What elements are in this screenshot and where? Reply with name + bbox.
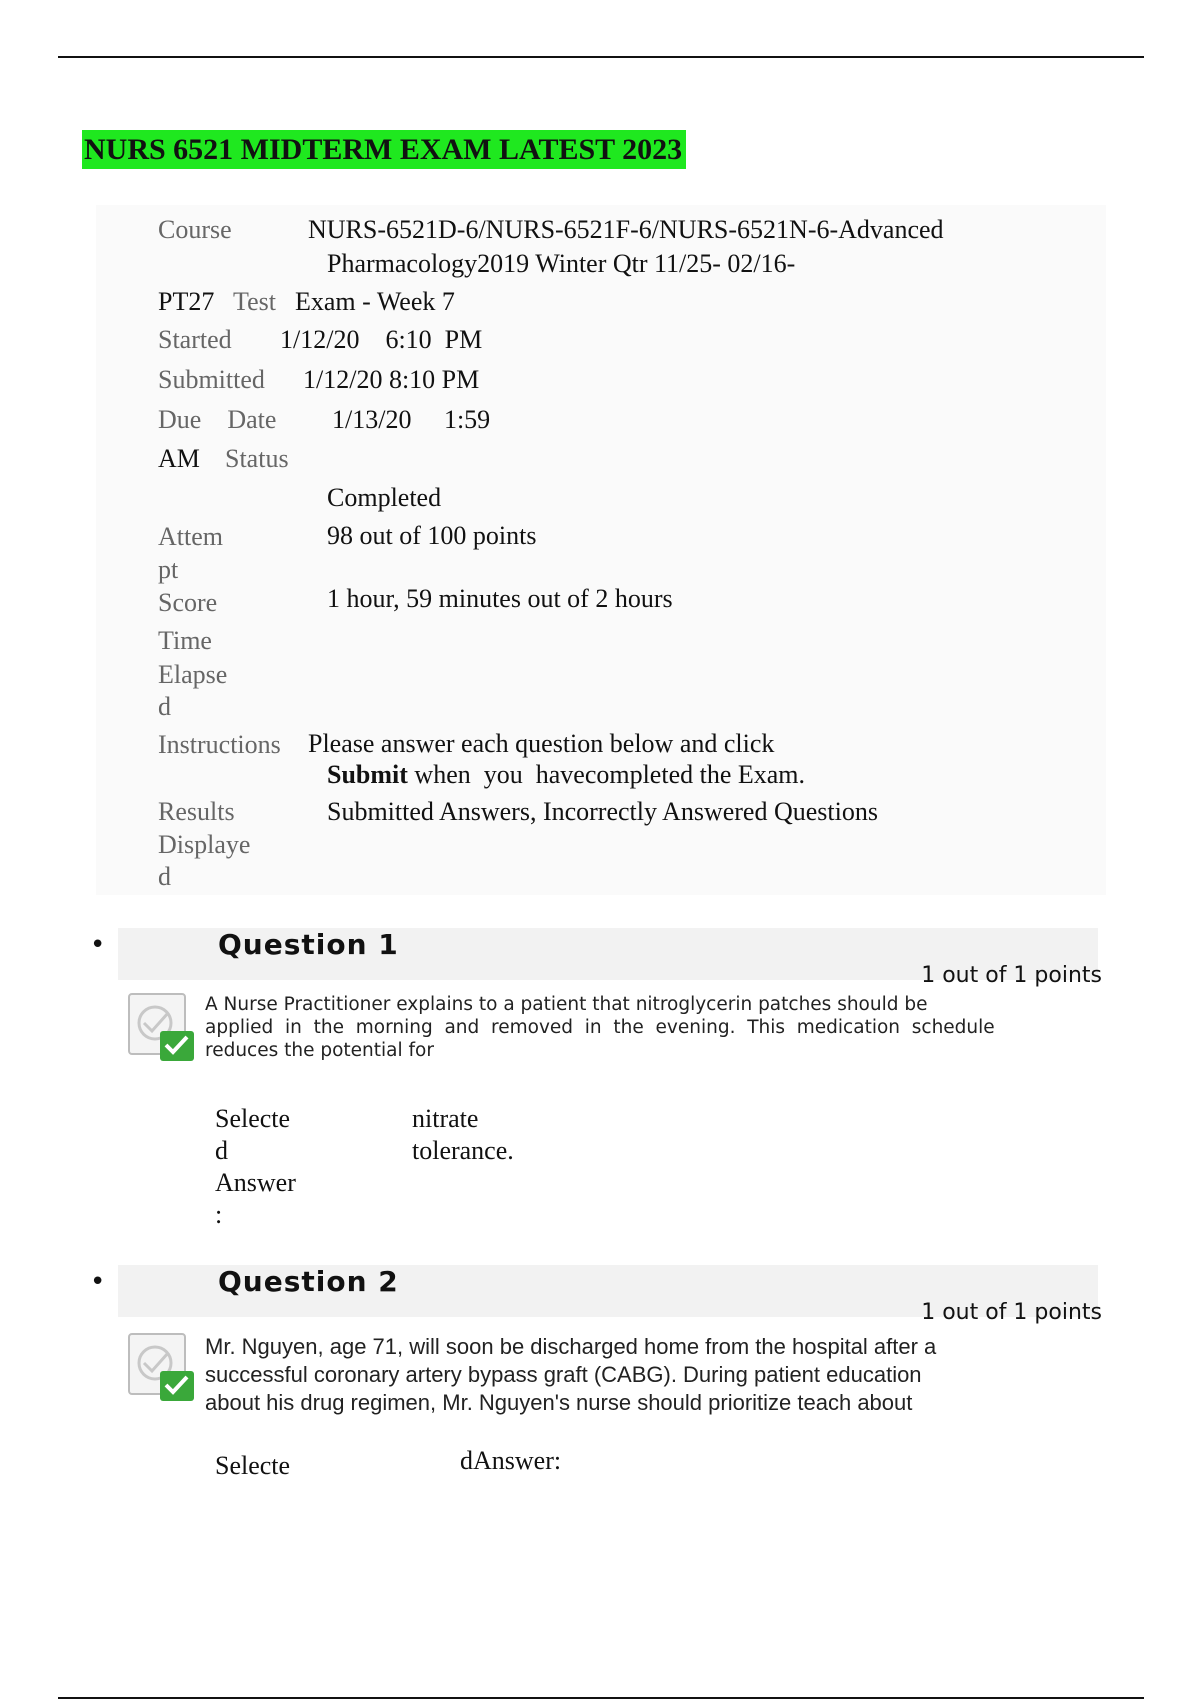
time-elapsed-label-2: Elapse bbox=[158, 660, 228, 689]
time-elapsed-label-3: d bbox=[158, 692, 171, 721]
time-elapsed-value: 1 hour, 59 minutes out of 2 hours bbox=[327, 584, 673, 613]
test-value: Exam - Week 7 bbox=[295, 287, 455, 316]
results-value: Submitted Answers, Incorrectly Answered Questions bbox=[327, 797, 878, 826]
question-1-points: 1 out of 1 points bbox=[921, 963, 1102, 988]
question-1-title: Question 1 bbox=[218, 928, 399, 961]
question-2-text-line2: successful coronary artery bypass graft (CABG). During patient education bbox=[205, 1362, 922, 1387]
question-2-text-line1: Mr. Nguyen, age 71, will soon be discharged home from the hospital after a bbox=[205, 1334, 937, 1359]
due-date-label: Due Date bbox=[158, 405, 277, 434]
question-1-answer-value: nitrate tolerance. bbox=[412, 1104, 514, 1165]
question-2-text-line3: about his drug regimen, Mr. Nguyen's nurse should prioritize teach about bbox=[205, 1390, 913, 1415]
submit-word: Submit bbox=[327, 760, 408, 789]
bullet: • bbox=[90, 1267, 106, 1297]
course-value-line2: Pharmacology2019 Winter Qtr 11/25- 02/16- bbox=[327, 249, 796, 278]
submitted-label: Submitted bbox=[158, 365, 265, 394]
instructions-value-1: Please answer each question below and click bbox=[308, 729, 775, 758]
score-value: 98 out of 100 points bbox=[327, 521, 537, 550]
top-rule bbox=[58, 56, 1144, 58]
bullet: • bbox=[90, 930, 106, 960]
question-1-text-line2: applied in the morning and removed in the evening. This medication schedule bbox=[205, 1017, 995, 1038]
question-1-answer-label: Selecte d Answer : bbox=[215, 1104, 296, 1229]
status-value: Completed bbox=[327, 483, 442, 512]
course-value-line3: PT27 bbox=[158, 287, 215, 316]
started-label: Started bbox=[158, 325, 232, 354]
time-elapsed-label-1: Time bbox=[158, 626, 212, 655]
instructions-label: Instructions bbox=[158, 730, 281, 759]
test-label: Test bbox=[233, 287, 276, 316]
attempt-label-2: pt bbox=[158, 555, 179, 584]
document-title: NURS 6521 MIDTERM EXAM LATEST 2023 bbox=[82, 130, 686, 169]
attempt-label: Attem bbox=[158, 522, 223, 551]
bottom-rule bbox=[58, 1697, 1144, 1699]
results-label-3: d bbox=[158, 862, 171, 891]
status-label: Status bbox=[225, 444, 289, 473]
question-2-points: 1 out of 1 points bbox=[921, 1300, 1102, 1325]
score-label: Score bbox=[158, 588, 218, 617]
started-value: 1/12/20 6:10 PM bbox=[280, 325, 483, 354]
correct-check-icon bbox=[128, 1333, 198, 1403]
results-label-1: Results bbox=[158, 797, 235, 826]
course-value-line1: NURS-6521D-6/NURS-6521F-6/NURS-6521N-6-Advanced bbox=[308, 215, 944, 244]
submitted-value: 1/12/20 8:10 PM bbox=[303, 365, 480, 394]
due-date-value: 1/13/20 1:59 bbox=[332, 405, 491, 434]
course-label: Course bbox=[158, 215, 232, 244]
question-1-text-line1: A Nurse Practitioner explains to a patient that nitroglycerin patches should be bbox=[205, 994, 928, 1015]
correct-check-icon bbox=[128, 993, 198, 1063]
question-2-answer-label: Selecte bbox=[215, 1451, 291, 1480]
due-date-value-am: AM bbox=[158, 444, 200, 473]
question-2-title: Question 2 bbox=[218, 1265, 399, 1298]
instructions-value-2-text: when you havecompleted the Exam. bbox=[407, 760, 806, 789]
question-1-text-line3: reduces the potential for bbox=[205, 1040, 434, 1061]
results-label-2: Displaye bbox=[158, 830, 251, 859]
instructions-value-2 bbox=[327, 760, 805, 790]
question-2-answer-value: dAnswer: bbox=[460, 1446, 562, 1475]
